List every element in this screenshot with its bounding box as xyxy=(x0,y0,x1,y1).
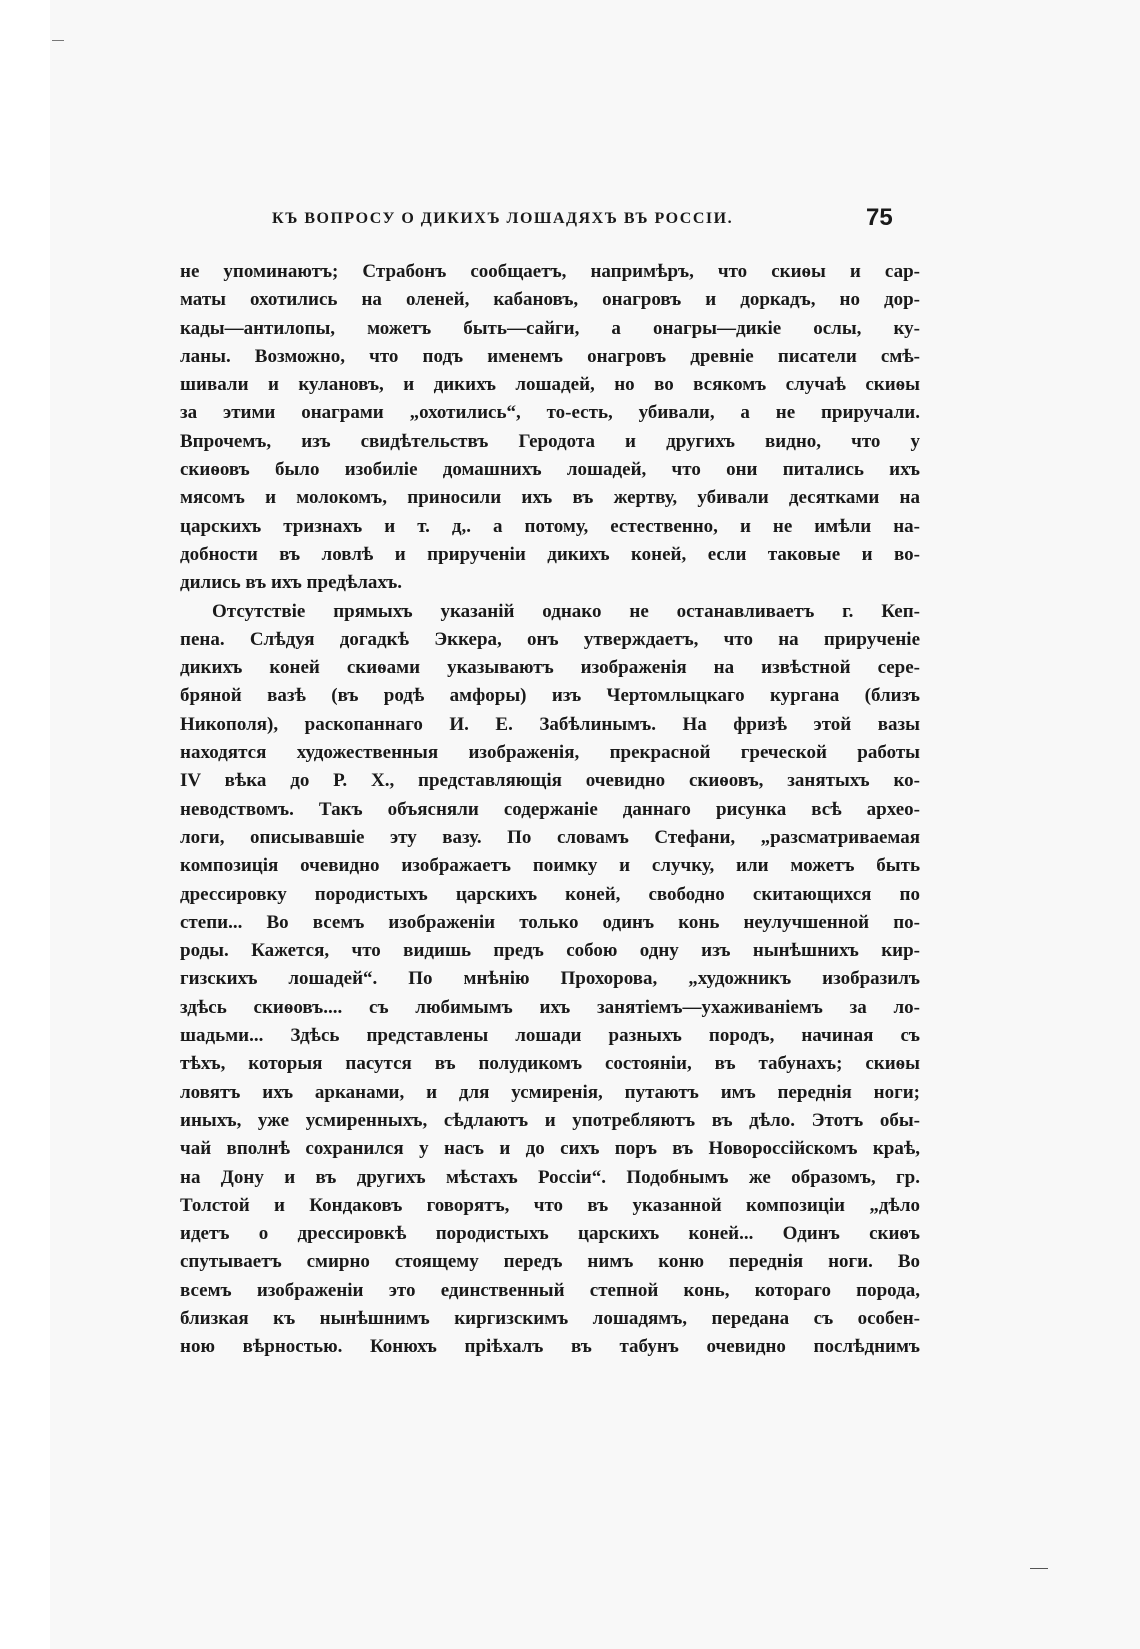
text-line: добности въ ловлѣ и прирученіи дикихъ коней, если таковые и во- xyxy=(180,543,920,565)
text-line: близкая къ нынѣшнимъ киргизскимъ лошадямъ, передана съ особен- xyxy=(180,1307,920,1329)
text-line: иныхъ, уже усмиренныхъ, сѣдлаютъ и употребляютъ въ дѣло. Этотъ обы- xyxy=(180,1109,920,1131)
text-line: кады—антилопы, можетъ быть—сайги, а онагры—дикіе ослы, ку- xyxy=(180,317,920,339)
paragraph-1 xyxy=(180,258,920,598)
text-line: Толстой и Кондаковъ говорятъ, что въ указанной композиціи „дѣло xyxy=(180,1194,920,1216)
margin-mark-bottom xyxy=(1030,1568,1048,1569)
text-line: на Дону и въ другихъ мѣстахъ Россіи“. Подобнымъ же образомъ, гр. xyxy=(180,1166,920,1188)
text-line: за этими онаграми „охотились“, то-есть, убивали, а не приручали. xyxy=(180,402,920,424)
running-title: КЪ ВОПРОСУ О ДИКИХЪ ЛОШАДЯХЪ ВЪ РОССІИ. xyxy=(272,210,734,227)
text-line: тѣхъ, которыя пасутся въ полудикомъ состояніи, въ табунахъ; скиѳы xyxy=(180,1053,920,1075)
text-line: ланы. Возможно, что подъ именемъ онагровъ древніе писатели смѣ- xyxy=(180,345,920,367)
text-line: бряной вазѣ (въ родѣ амфоры) изъ Чертомлыцкаго кургана (близъ xyxy=(180,685,920,707)
text-line: здѣсь скиѳовъ.... съ любимымъ ихъ занятіемъ—ухаживаніемъ за ло- xyxy=(180,996,920,1018)
text-line: не упоминаютъ; Страбонъ сообщаетъ, напримѣръ, что скиѳы и сар- xyxy=(180,261,920,282)
text-line: скиѳовъ было изобиліе домашнихъ лошадей, что они питались ихъ xyxy=(180,459,920,481)
text-line: композиція очевидно изображаетъ поимку и случку, или можетъ быть xyxy=(180,855,920,877)
text-line: неводствомъ. Такъ объясняли содержаніе даннаго рисунка всѣ архео- xyxy=(180,798,920,820)
text-line: спутываетъ смирно стоящему передъ нимъ коню переднія ноги. Во xyxy=(180,1251,920,1273)
text-line: находятся художественныя изображенія, прекрасной греческой работы xyxy=(180,742,920,764)
text-line: IV вѣка до Р. Х., представляющія очевидно скиѳовъ, занятыхъ ко- xyxy=(180,770,920,792)
page-number: 75 xyxy=(866,204,893,231)
text-line: дились въ ихъ предѣлахъ. xyxy=(180,572,403,594)
paragraph-2 xyxy=(180,598,920,1362)
text-line: степи... Во всемъ изображеніи только одинъ конь неулучшенной по- xyxy=(180,911,920,933)
text-line: чай вполнѣ сохранился у насъ и до сихъ поръ въ Новороссійскомъ краѣ, xyxy=(180,1138,920,1160)
text-line: Никополя), раскопаннаго И. Е. Забѣлинымъ. На фризѣ этой вазы xyxy=(180,713,920,735)
text-line: всемъ изображеніи это единственный степной конь, котораго порода, xyxy=(180,1279,920,1301)
text-line: роды. Кажется, что видишь предъ собою одну изъ нынѣшнихъ кир- xyxy=(180,940,920,962)
page-header xyxy=(180,204,920,244)
text-line: пена. Слѣдуя догадкѣ Эккера, онъ утверждаетъ, что на прирученіе xyxy=(180,628,920,650)
text-line: дрессировку породистыхъ царскихъ коней, свободно скитающихся по xyxy=(180,883,920,905)
text-line: шивали и кулановъ, и дикихъ лошадей, но во всякомъ случаѣ скиѳы xyxy=(180,374,920,396)
text-line: царскихъ тризнахъ и т. д,. а потому, естественно, и не имѣли на- xyxy=(180,515,920,537)
text-line: гизскихъ лошадей“. По мнѣнію Прохорова, „художникъ изобразилъ xyxy=(180,968,920,990)
text-line: ною вѣрностью. Конюхъ пріѣхалъ въ табунъ очевидно послѣднимъ xyxy=(180,1336,920,1358)
text-line: логи, описывавшіе эту вазу. По словамъ Стефани, „разсматриваемая xyxy=(180,826,920,848)
text-line: мясомъ и молокомъ, приносили ихъ въ жертву, убивали десятками на xyxy=(180,487,920,509)
body-text xyxy=(180,258,920,1362)
text-line: идетъ о дрессировкѣ породистыхъ царскихъ коней... Одинъ скиѳъ xyxy=(180,1223,920,1245)
text-line: шадьми... Здѣсь представлены лошади разныхъ породъ, начиная съ xyxy=(180,1025,920,1047)
text-line: Впрочемъ, изъ свидѣтельствъ Геродота и другихъ видно, что у xyxy=(180,430,920,452)
text-line: маты охотились на оленей, кабановъ, онагровъ и доркадъ, но дор- xyxy=(180,289,920,311)
text-line: ловятъ ихъ арканами, и для усмиренія, путаютъ имъ переднія ноги; xyxy=(180,1081,920,1103)
text-line: Отсутствіе прямыхъ указаній однако не останавливаетъ г. Кеп- xyxy=(212,600,920,622)
margin-mark xyxy=(52,40,64,41)
text-line: дикихъ коней скиѳами указываютъ изображенія на извѣстной сере- xyxy=(180,657,920,679)
